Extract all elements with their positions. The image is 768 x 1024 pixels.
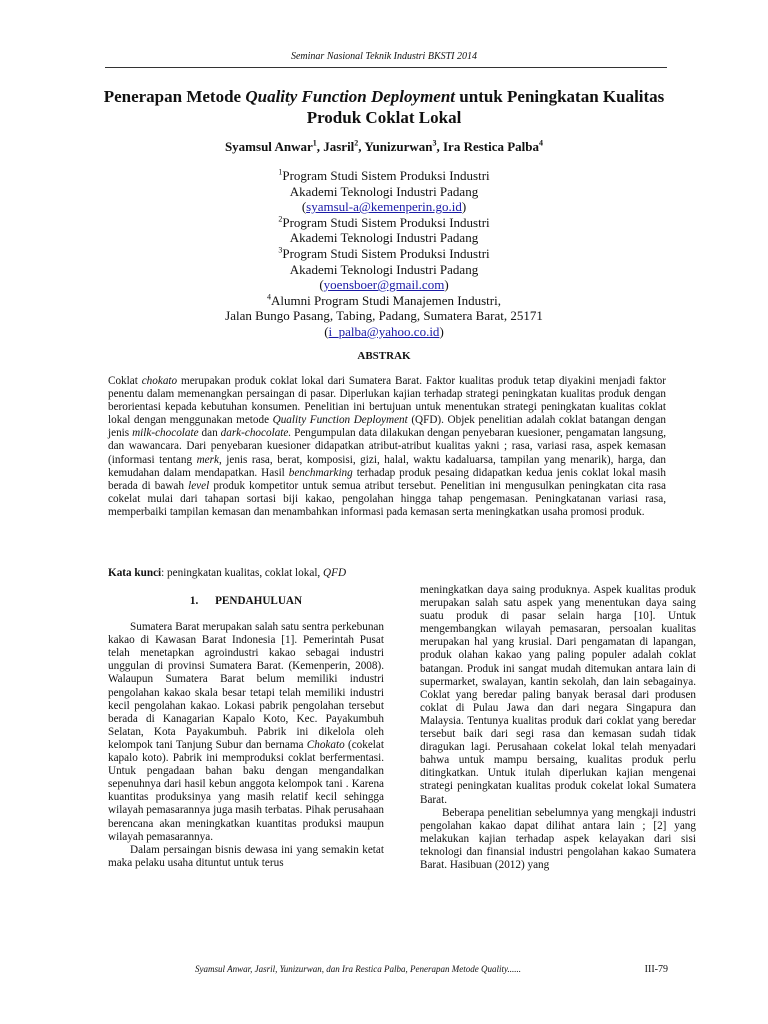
header-rule bbox=[105, 67, 667, 68]
title-part2: untuk Peningkatan Kualitas Produk Coklat Lokal bbox=[306, 87, 665, 127]
affil-1-sup: 1 bbox=[278, 167, 283, 177]
title-italic: Quality Function Deployment bbox=[245, 87, 456, 106]
running-header: Seminar Nasional Teknik Industri BKSTI 2014 bbox=[290, 51, 478, 62]
section-title: PENDAHULUAN bbox=[215, 595, 303, 607]
abstract-text: (QFD). Objek penelitian adalah coklat batangan dengan jenis bbox=[108, 414, 667, 440]
author-3-sup: 3 bbox=[432, 138, 437, 148]
title-part1: Penerapan Metode bbox=[103, 87, 246, 106]
right-column bbox=[420, 584, 696, 872]
author-list: Syamsul Anwar$^1$, Jasril$^2$, Yunizurwan$^3$, Ira Restica Palba$^4$ bbox=[224, 138, 544, 154]
keywords-label: Kata kunci bbox=[108, 567, 162, 579]
abstract-italic: merk bbox=[196, 453, 219, 466]
abstract-text: produk kompetitor untuk semua atribut tersebut. Penelitian ini mengusulkan peningkatan cita rasa cokelat mulai dari tahapan sortasi biji kakao, pengolahan hingga tahap pengemasan. Peningkatanan variasi rasa, memperbaiki tampilan kemasan dan menambahkan informasi pada kemasan serta meningkatkan usaha promosi produk. bbox=[108, 479, 666, 518]
affil-4-sup: 4 bbox=[266, 292, 271, 302]
affil-2-line1: Program Studi Sistem Produksi Industri bbox=[282, 214, 490, 230]
left-column bbox=[108, 595, 384, 870]
section-heading bbox=[108, 595, 384, 608]
paper-title bbox=[80, 86, 688, 128]
abstract-text: , jenis rasa, berat, komposisi, gizi, halal, waktu kadaluarsa, tampilan yang menarik), harga, dan kemudahan dalam mendapatkan. Hasil bbox=[108, 453, 666, 479]
keywords-text: : peningkatan kualitas, coklat lokal, bbox=[161, 567, 324, 579]
email-link-3[interactable]: yoensboer@gmail.com bbox=[323, 277, 445, 293]
paragraph bbox=[108, 621, 384, 844]
affil-2-line2: Akademi Teknologi Industri Padang bbox=[289, 230, 479, 246]
affil-2-sup: 2 bbox=[278, 214, 283, 224]
abstract-text: dan bbox=[198, 427, 221, 440]
affil-3-line1: Program Studi Sistem Produksi Industri bbox=[282, 245, 490, 261]
author-2-sup: 2 bbox=[354, 138, 359, 148]
affil-1-line2: Akademi Teknologi Industri Padang bbox=[289, 183, 479, 199]
affil-3-line2: Akademi Teknologi Industri Padang bbox=[289, 261, 479, 277]
section-number: 1. bbox=[189, 595, 199, 607]
paragraph: Dalam persaingan bisnis dewasa ini yang semakin ketat maka pelaku usaha dituntut untuk terus bbox=[108, 843, 384, 869]
page-number: III-79 bbox=[644, 964, 668, 975]
affil-3-sup: 3 bbox=[278, 245, 283, 255]
author-1: Syamsul Anwar bbox=[224, 139, 313, 154]
abstract-text: Pengumpulan data dilakukan dengan penyebaran kuesioner, pengamatan langsung, dan wawancara. Dari penyebaran kuesioner didapatkan atribut-atribut kualitas yakni ; rasa, variasi rasa, aspek kemasan (informasi tentang bbox=[108, 427, 666, 466]
paragraph-text: Sumatera Barat merupakan salah satu sentra perkebunan kakao di Kawasan Barat Indonesia [1]. Pemerintah Pusat telah menetapkan agroindustri kakao sebagai industri unggulan di provinsi Sumatera Barat. (Kemenperin, 2008). Walaupun Sumatera Barat belum memiliki industri pengolahan kakao skala besar tetapi telah memiliki industri kecil pengolahan kakao. Lokasi pabrik pengolahan tersebut berada di Kanagarian Kapalo Koto, Kec. Payakumbuh Selatan, Kota Payakumbuh. Pabrik ini dikelola oleh kelompok tani Tanjung Subur dan bernama bbox=[108, 621, 384, 751]
abstract-italic: benchmarking bbox=[288, 466, 353, 479]
footer-citation: Syamsul Anwar, Jasril, Yunizurwan, dan Ira Restica Palba, Penerapan Metode Quality...... bbox=[195, 964, 521, 974]
paragraph: Beberapa penelitian sebelumnya yang mengkaji industri pengolahan kakao dapat dilihat antara lain ; [2] yang melakukan kajian terhadap aspek kelayakan dari sisi teknologi dan finansial industri pengolahan kakao Sumatera Barat. Hasibuan (2012) yang bbox=[420, 806, 696, 871]
author-1-sup: 1 bbox=[312, 138, 317, 148]
affiliations: $^1$Program Studi Sistem Produksi Industri Akademi Teknologi Industri Padang (syamsul-a@kemenperin.go.id) $^2$Program Studi Sistem Produksi Industri Akademi Teknologi Industri Padang $^3$Program Studi Sistem Produksi Industri Akademi Teknologi Industri Padang (yoensboer@gmail.com) $^4$Alumni Program Studi Manajemen Industri, Jalan Bungo Pasang, Tabing, Padang, Sumatera Barat, 25171 (i_palba@yahoo.co.id) bbox=[0, 168, 768, 340]
abstract-text: terhadap produk pesaing didapatkan kedua jenis coklat lokal masih berada di bawah bbox=[108, 466, 666, 492]
abstract-text: Coklat bbox=[108, 375, 142, 387]
affil-4-line1: Alumni Program Studi Manajemen Industri, bbox=[270, 292, 501, 308]
paragraph-text: (cokelat kapalo koto). Pabrik ini memproduksi coklat berfermentasi. Untuk pengadaan bahan baku dengan mengandalkan sepenuhnya dari hasil kebun anggota kelompok tani . Karena kuantitas produksinya yang masih relatif kecil sehingga wilayah pemasarannya juga masih terbatas. Pihak perusahaan berencana akan meningkatkan kuantitas produksi maupun wilayah pemasarannya. bbox=[108, 738, 384, 843]
abstract-italic: milk-chocolate bbox=[132, 427, 199, 440]
abstract-text: merupakan produk coklat lokal dari Sumatera Barat. Faktor kualitas produk tetap diyakini menjadi faktor penentu dalam memenangkan persaingan di pasar. Diperlukan kajian terhadap strategi peningkatan kualitas produk dengan berorientasi kepada kebutuhan konsumen. Penelitian ini bertujuan untuk menentukan strategi peningkatan kualitas coklat lokal dengan menggunakan metode bbox=[108, 375, 666, 427]
email-link-4[interactable]: i_palba@yahoo.co.id bbox=[328, 323, 440, 339]
keywords bbox=[108, 567, 668, 579]
paragraph-italic: Chokato bbox=[306, 738, 345, 751]
abstract-italic: chokato bbox=[141, 375, 178, 387]
abstract-italic: Quality Function Deployment bbox=[272, 414, 408, 427]
abstract-body bbox=[108, 375, 666, 519]
author-4: Ira Restica Palba bbox=[442, 139, 540, 154]
affil-4-line2: Jalan Bungo Pasang, Tabing, Padang, Sumatera Barat, 25171 bbox=[225, 308, 543, 324]
author-4-sup: 4 bbox=[539, 138, 544, 148]
page-footer bbox=[108, 964, 668, 974]
author-2: Jasril bbox=[323, 139, 355, 154]
abstract-italic: dark-chocolate. bbox=[220, 427, 292, 440]
author-3: Yunizurwan bbox=[364, 139, 433, 154]
abstract-heading: ABSTRAK bbox=[357, 350, 411, 362]
email-link-1[interactable]: syamsul-a@kemenperin.go.id bbox=[306, 199, 462, 215]
affil-1-line1: Program Studi Sistem Produksi Industri bbox=[282, 168, 490, 183]
keywords-italic: QFD bbox=[323, 567, 347, 579]
paragraph: meningkatkan daya saing produknya. Aspek kualitas produk merupakan salah satu aspek yang menentukan daya saing suatu produk di pasar selain harga [10]. Untuk mengembangkan wilayah pemasaran, persoalan kualitas merupakan hal yang krusial. Dari pengamatan di lapangan, produk olahan kakao yang paling populer adalah coklat batangan. Produk ini sangat mudah ditemukan antara lain di supermarket, swalayan, kantin sekolah, dan lain sebagainya. Coklat yang beredar paling banyak berasal dari produsen coklat di Pulau Jawa dan dari negara Singapura dan Malaysia. Tentunya kualitas produk dari coklat yang beredar tersebut baik dari segi rasa dan kemasan sudah tidak diragukan lagi. Perusahaan cokelat lokal telah menyadari bahwa untuk mampu bersaing, kualitas produk perlu ditingkatkan. Untuk itulah diperlukan kajian mengenai strategi peningkatan kualitas produk cokelat lokal Sumatera Barat. bbox=[420, 584, 696, 806]
abstract-italic: level bbox=[188, 479, 210, 492]
